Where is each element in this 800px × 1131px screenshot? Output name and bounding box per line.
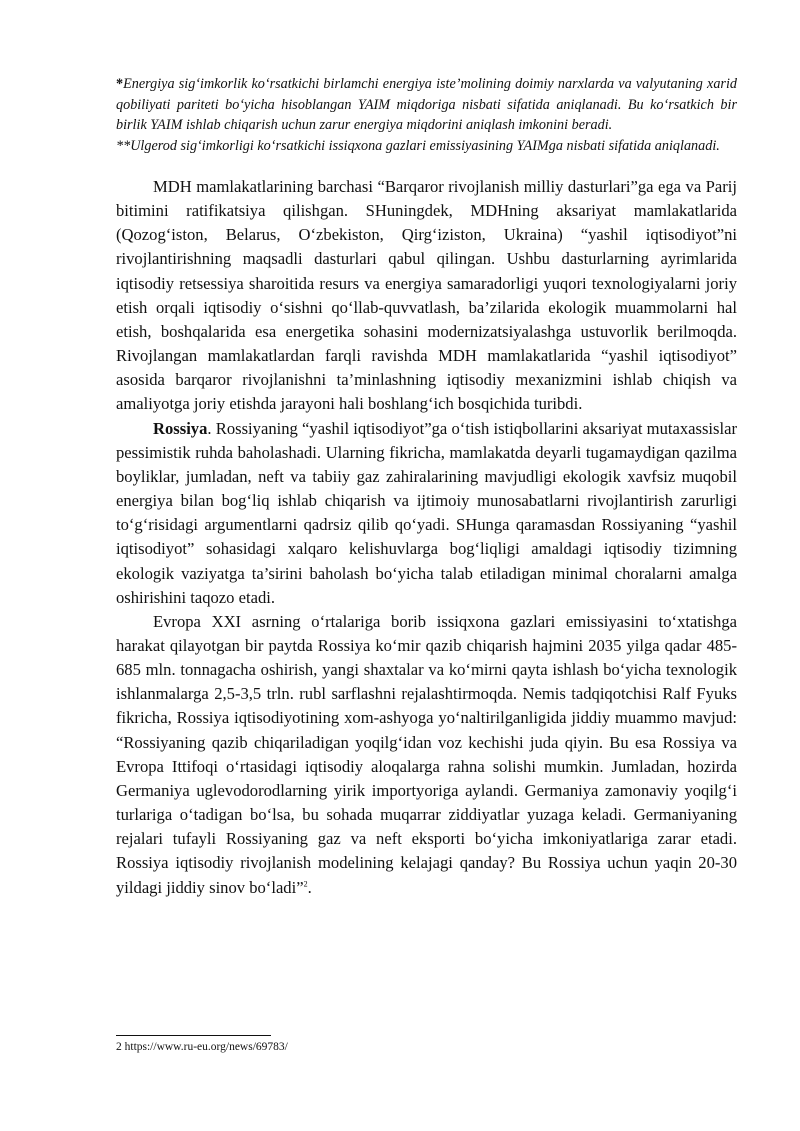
note-carbon-intensity: **Ulgerod sig‘imkorligi ko‘rsatkichi issiqxona gazlari emissiyasining YAIMga nisbati sifatida aniqlanadi. [116, 137, 720, 154]
document-page [116, 74, 737, 900]
footnote-divider [116, 1035, 271, 1036]
paragraph-europe-text: Evropa XXI asrning o‘rtalariga borib issiqxona gazlari emissiyasini to‘xtatishga harakat qilayotgan bir paytda Rossiya ko‘mir qazib chiqarish hajmini 2035 yilga qadar 485-685 mln. tonnagacha oshirish, yangi shaxtalar va ko‘mirni qayta ishlash bo‘yicha texnologik ishlanmalarga 2,5-3,5 trln. rubl sarflashni rejalashtirmoqda. Nemis tadqiqotchisi Ralf Fyuks fikricha, Rossiya iqtisodiyotining xom-ashyoga yo‘naltirilganligida jiddiy muammo mavjud: “Rossiyaning qazib chiqariladigan yoqilg‘idan voz kechishi juda qiyin. Bu esa Rossiya va Evropa Ittifoqi o‘rtasidagi iqtisodiy aloqalarga rahna solishi mumkin. Jumladan, hozirda Germaniya uglevodorodlarning yirik importyoriga aylandi. Germaniya zamonaviy yoqilg‘i turlariga o‘tadigan bo‘lsa, bu sohada muqarrar ziddiyatlar yuzaga keladi. Germaniyaning rejalari tufayli Rossiyaning gaz va neft eksporti bo‘yicha imkoniyatlariga zarar etadi. Rossiya iqtisodiy rivojlanish modelining kelajagi qanday? Bu Rossiya uchun yaqin 20-30 yildagi jiddiy sinov bo‘ladi” [116, 611, 737, 897]
paragraph-russia [116, 417, 737, 610]
section-heading-russia: Rossiya [153, 418, 208, 438]
note-marker: * [116, 76, 124, 92]
table-notes [116, 74, 737, 156]
footnote-link[interactable]: 2 https://www.ru-eu.org/news/69783/ [116, 1041, 288, 1053]
paragraph-europe-end: . [307, 877, 312, 897]
paragraph-russia-text: . Rossiyaning “yashil iqtisodiyot”ga o‘tish istiqbollarini aksariyat mutaxassislar pessimistik ruhda baholashadi. Ularning fikricha, mamlakatda deyarli tugamaydigan qazilma boyliklar, jumladan, neft va tabiiy gaz zahiralarining mavjudligi ekologik xavfsiz muqobil energiya bilan bog‘liq ishlab chiqarish va ijtimoiy munosabatlarni rivojlantirish zarurligi to‘g‘risidagi argumentlarni qadrsiz qilib qo‘yadi. SHunga qaramasdan Rossiyaning “yashil iqtisodiyot” sohasidagi xalqaro kelishuvlarga bog‘liqligi amaldagi iqtisodiy tizimning ekologik vaziyatga ta’sirini baholash bo‘yicha talab etiladigan minimal choralarni amalga oshirishini taqozo etadi. [116, 418, 737, 607]
paragraph-cis: MDH mamlakatlarining barchasi “Barqaror rivojlanish milliy dasturlari”ga ega va Parij bitimini ratifikatsiya qilishgan. SHuningdek, MDHning aksariyat mamlakatlarida (Qozog‘iston, Belarus, O‘zbekiston, Qirg‘iziston, Ukraina) “yashil iqtisodiyot”ni rivojlantirishning maqsadli dasturlari qabul qilingan. Ushbu dasturlarning ayrimlarida iqtisodiy retsessiya sharoitida resurs va energiya samaradorligi yuqori texnologiyalarni joriy etish orqali iqtisodiy o‘sishni qo‘llab-quvvatlash, ba’zilarida ekologik muammolarni hal etish, boshqalarida esa energetika sohasini modernizatsiyalashga ustuvorlik berilmoqda. Rivojlangan mamlakatlardan farqli ravishda MDH mamlakatlarida “yashil iqtisodiyot” asosida barqaror rivojlanishni ta’minlashning iqtisodiy mexanizmini ishlab chiqish va amaliyotga joriy etishda jarayoni hali boshlang‘ich bosqichida turibdi. [116, 177, 737, 414]
note-energy-intensity [116, 74, 737, 136]
body-text [116, 175, 737, 900]
note-energy-intensity-text: Energiya sig‘imkorlik ko‘rsatkichi birlamchi energiya iste’molining doimiy narxlarda va valyutaning xarid qobiliyati pariteti bo‘yicha hisoblangan YAIM miqdoriga nisbati sifatida aniqlanadi. Bu ko‘rsatkich bir birlik YAIM ishlab chiqarish uchun zarur energiya miqdorini aniqlash imkonini beradi. [116, 76, 737, 133]
paragraph-europe [116, 610, 737, 900]
footnote-reference[interactable]: 2 [303, 879, 308, 888]
